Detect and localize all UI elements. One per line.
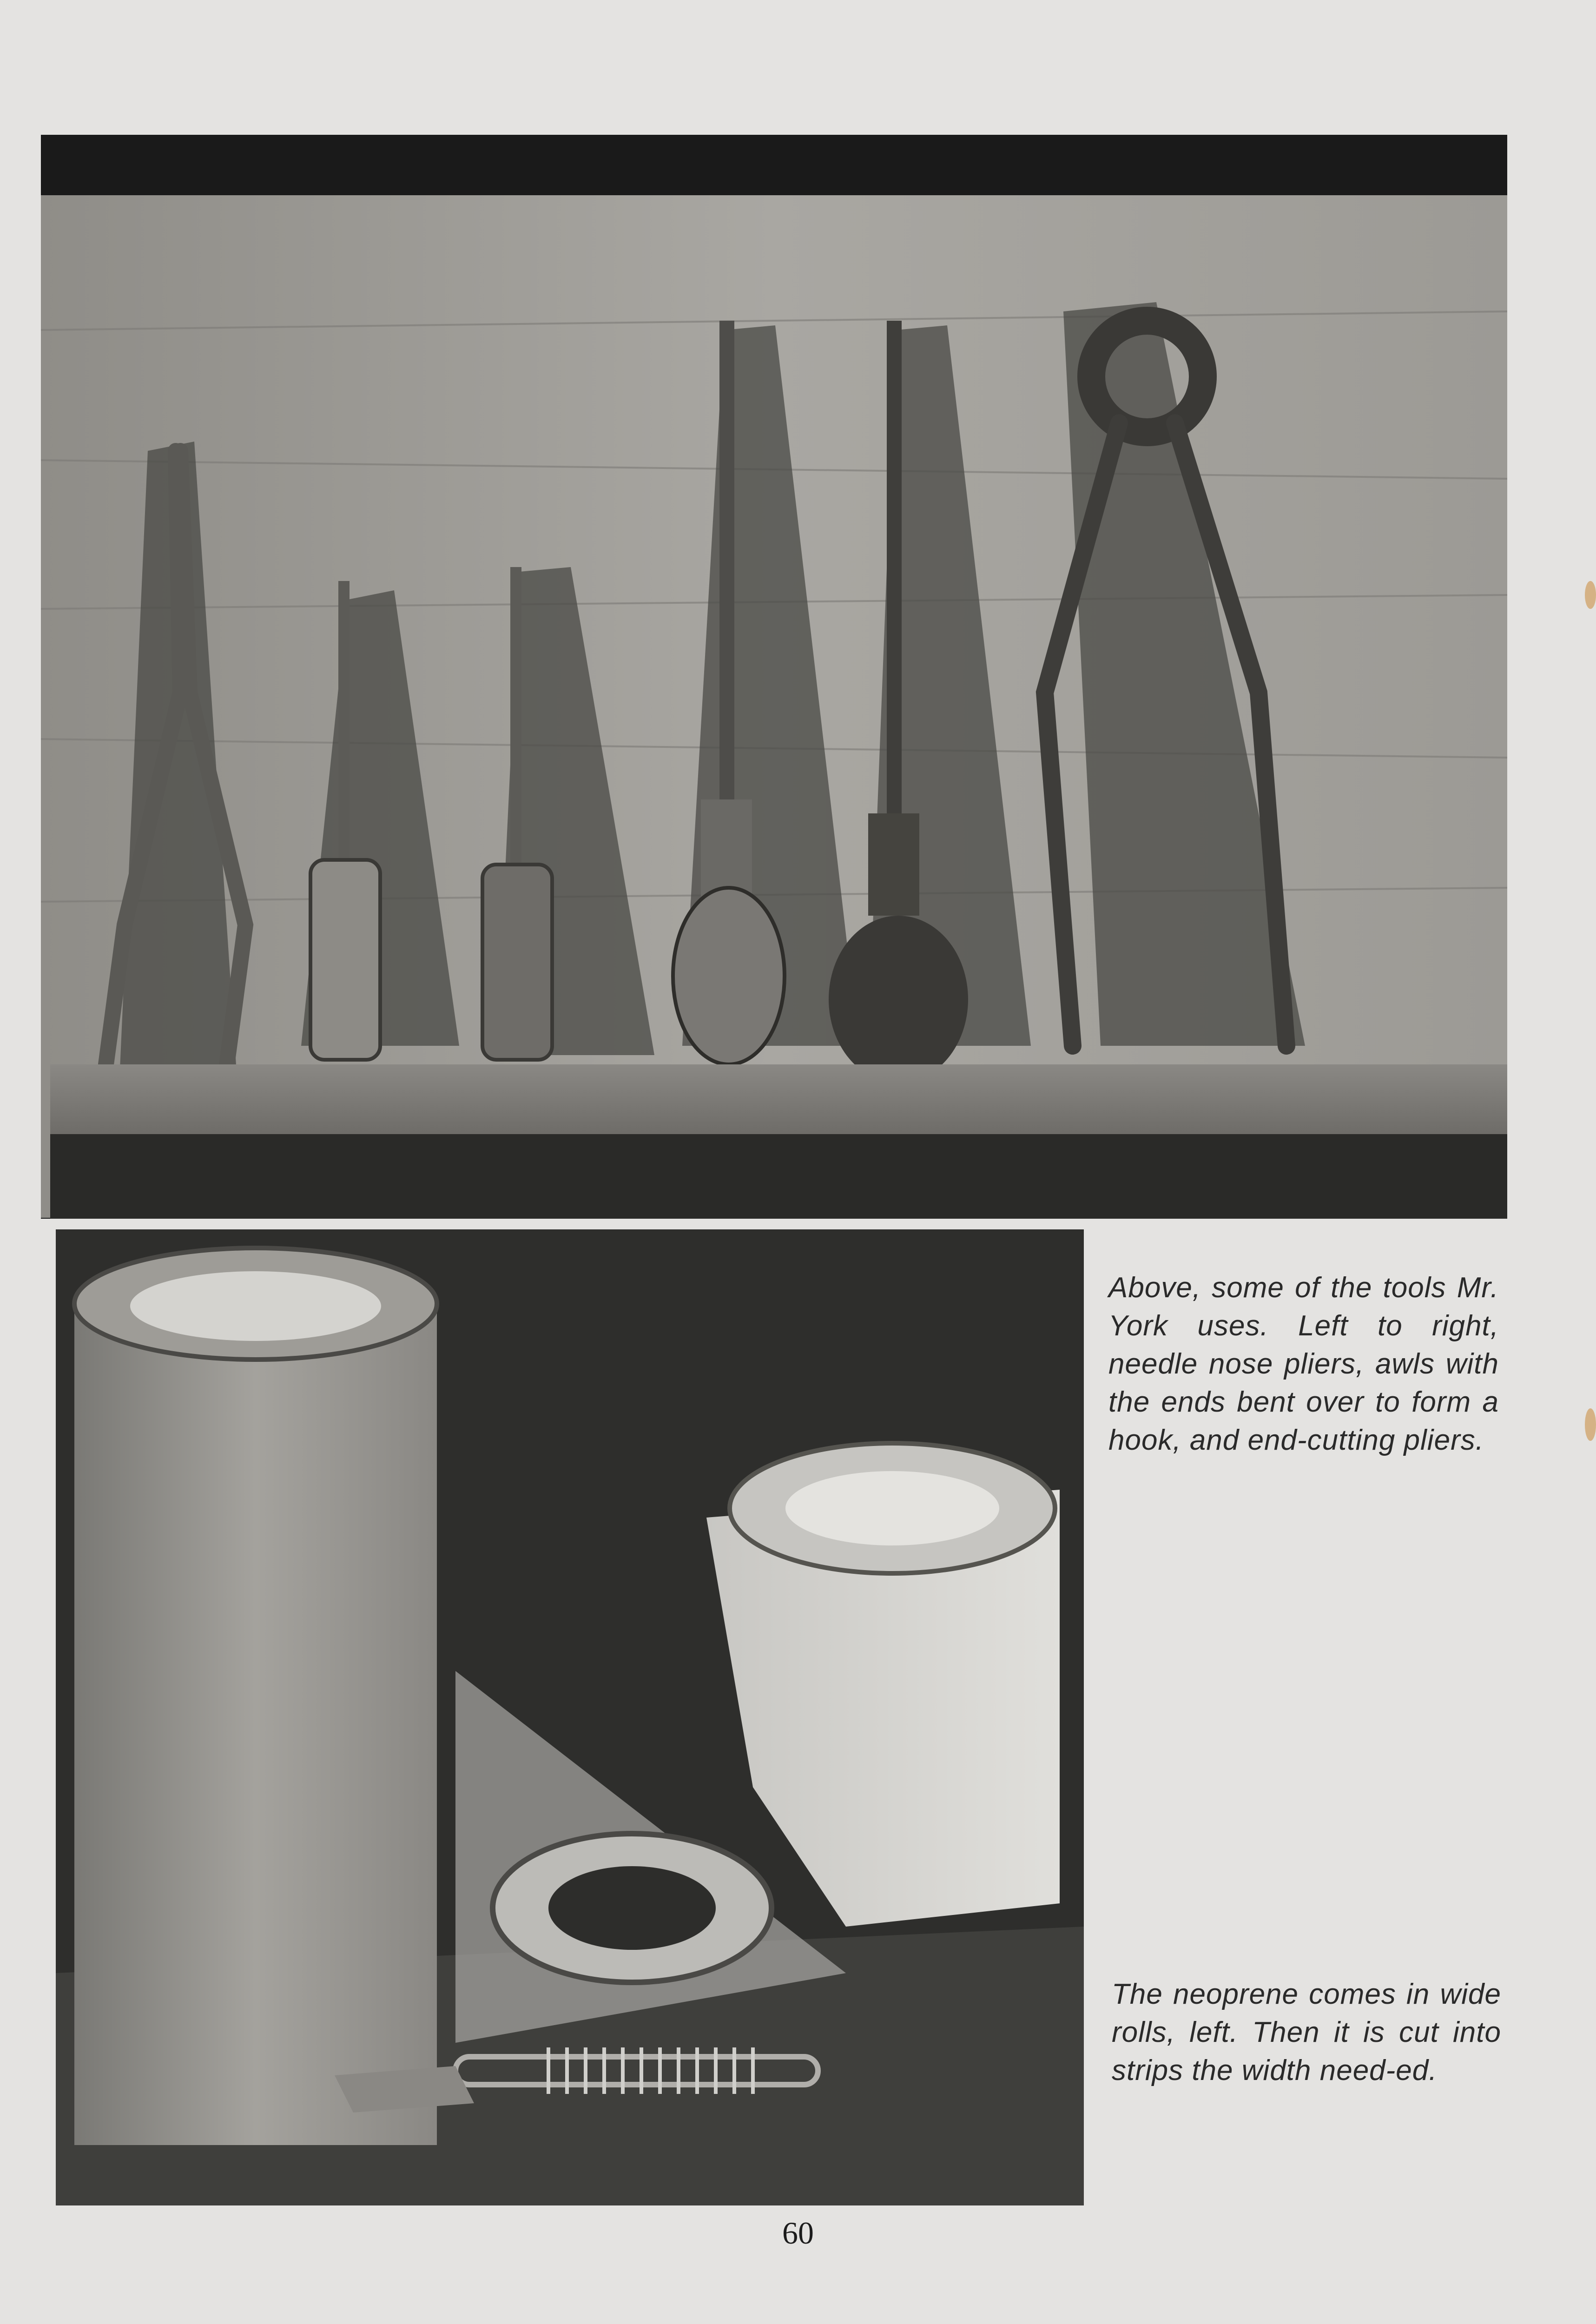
neoprene-caption: The neoprene comes in wide rolls, left. Then it is cut into strips the width need-ed. <box>1112 1978 1501 2086</box>
paper-stain <box>1585 581 1596 609</box>
tools-caption: Above, some of the tools Mr. York uses. Left to right, needle nose pliers, awls with the ends bent over to form a hook, and end-cutting pliers. <box>1108 1272 1499 1456</box>
tools-photo-image <box>41 135 1507 1219</box>
neoprene-photo-image <box>56 1229 1084 2205</box>
page-number: 60 <box>782 2215 814 2251</box>
paper-stain <box>1585 1408 1596 1441</box>
neoprene-photo <box>56 1229 1084 2205</box>
tools-photo <box>41 135 1507 1219</box>
